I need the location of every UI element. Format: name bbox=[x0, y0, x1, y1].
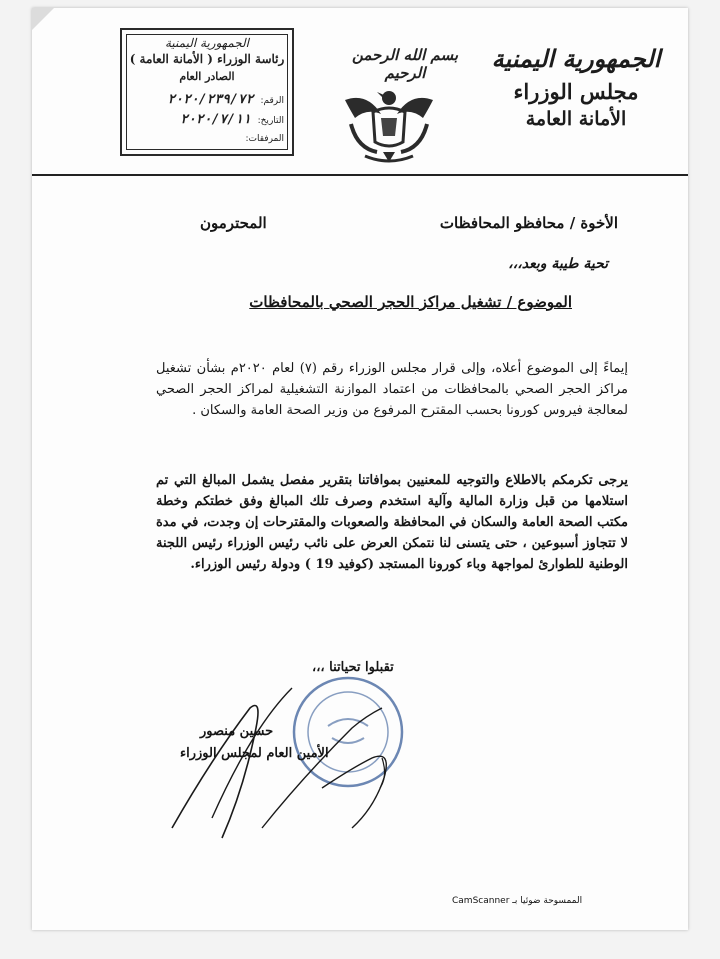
greeting: تحية طيبة وبعد،،، bbox=[508, 256, 608, 272]
subject-line: الموضوع / تشغيل مراكز الحجر الصحي بالمحافظات bbox=[249, 293, 572, 311]
ref-box-line2: رئاسة الوزراء ( الأمانة العامة ) bbox=[129, 52, 285, 66]
camscanner-watermark bbox=[452, 896, 582, 906]
signer-title: الأمين العام لمجلس الوزراء bbox=[180, 746, 329, 761]
respected-salutation: المحترمون bbox=[200, 214, 267, 232]
ref-attachments-row bbox=[128, 134, 284, 144]
body-paragraph-2: يرجى تكرمكم بالاطلاع والتوجيه للمعنيين بموافاتنا بتقرير مفصل يشمل المبالغ التي تم استلامها من قبل وزارة المالية وآلية استخدم وصرف تلك المبالغ وفق خطتكم وخطة مكتب الصحة العامة والسكان في المحافظة والصعوبات والمقترحات إن وجدت، في مدة لا تتجاوز أسبوعين ، حتى يتسنى لنا نتمكن العرض على نائب رئيس الوزراء رئيس اللجنة الوطنية للطوارئ لمواجهة وباء كورونا المستجد (كوفيد 19 ) ودولة رئيس الوزراء. bbox=[156, 473, 628, 572]
ref-attachments-label: المرفقات: bbox=[245, 134, 284, 144]
republic-name: الجمهورية اليمنية bbox=[491, 44, 661, 73]
ref-number-row bbox=[128, 92, 284, 107]
ref-box-line1: الجمهورية اليمنية bbox=[164, 36, 249, 50]
reference-box bbox=[120, 28, 294, 156]
header-divider bbox=[32, 174, 688, 176]
council-name: مجلس الوزراء bbox=[513, 79, 639, 104]
basmala: بسم الله الرحمن الرحيم bbox=[351, 46, 459, 82]
closing-line: تقبلوا تحياتنا ،،، bbox=[312, 660, 394, 675]
ref-date-row bbox=[128, 112, 284, 127]
letter-page bbox=[32, 8, 688, 930]
watermark-prefix: الممسوحة ضوئيا بـ bbox=[512, 896, 583, 906]
ref-date-label: التاريخ: bbox=[257, 116, 284, 126]
ref-number-value: ٢٠٢٠/٢٣٩/٧٢ bbox=[167, 92, 254, 107]
letterhead bbox=[476, 44, 676, 130]
ref-date-value: ٢٠٢٠/٧/١١ bbox=[180, 112, 251, 127]
yemen-eagle-emblem-icon bbox=[337, 78, 441, 166]
body-paragraph-1: إيماءً إلى الموضوع أعلاه، وإلى قرار مجلس الوزراء رقم (٧) لعام ٢٠٢٠م بشأن تشغيل مراكز الحجر الصحي بالمحافظات من اعتماد الموازنة التشغيلية لمراكز الحجر الصحي لمعالجة فيروس كورونا بحسب المقترح المرفوع من وزير الصحة العامة والسكان . bbox=[156, 361, 628, 418]
signer-name: حسين منصور bbox=[200, 724, 274, 739]
secretariat-name: الأمانة العامة bbox=[525, 108, 627, 130]
ref-number-label: الرقم: bbox=[260, 96, 284, 106]
ref-box-line3: الصادر العام bbox=[179, 70, 235, 83]
folded-corner bbox=[32, 8, 54, 30]
handwritten-signature-icon bbox=[152, 668, 412, 868]
addressee: الأخوة / محافظو المحافظات bbox=[439, 214, 618, 232]
watermark-app-name: CamScanner bbox=[452, 896, 510, 906]
